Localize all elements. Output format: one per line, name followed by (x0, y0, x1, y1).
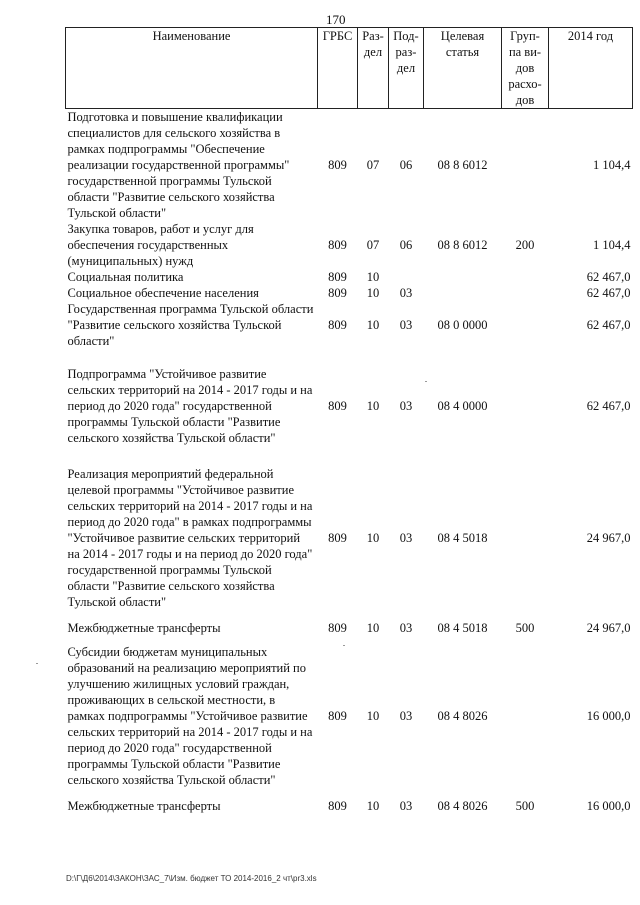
table-row (66, 301, 633, 349)
row-podrazdel: 06 (399, 158, 413, 172)
table-row (66, 269, 633, 285)
page-number: 170 (326, 12, 346, 27)
row-grbs: 809 (328, 318, 347, 332)
row-sum: 1 104,4 (593, 158, 631, 172)
row-razdel: 10 (366, 799, 380, 813)
row-spacer (66, 446, 633, 466)
row-statya: 08 8 6012 (437, 238, 488, 252)
header-podrazdel: Под- раз- дел (389, 28, 424, 109)
row-statya: 08 8 6012 (437, 158, 488, 172)
row-vid (502, 285, 549, 301)
row-sum: 24 967,0 (586, 621, 631, 635)
table-row (66, 109, 633, 222)
row-vid (502, 301, 549, 349)
row-grbs: 809 (328, 799, 347, 813)
row-name: Подпрограмма "Устойчивое развитие сельских территорий на 2014 - 2017 годы и на период до 2020 года" государственной программы Тульской области "Развитие сельского хозяйства Тульской области" (67, 367, 313, 445)
row-name: Реализация мероприятий федеральной целевой программы "Устойчивое развитие сельских территорий на 2014 - 2017 годы и на период до 2020 года" в рамках подпрограммы "Устойчивое развитие сельских территорий на 2014 - 2017 годы и на период до 2020 года" государственной программы Тульской области "Развитие сельского хозяйства Тульской области" (67, 467, 313, 609)
row-spacer (66, 610, 633, 620)
header-sum: 2014 год (549, 28, 633, 109)
table-row (66, 366, 633, 446)
row-grbs: 809 (328, 158, 347, 172)
row-name: Субсидии бюджетам муниципальных образований на реализацию мероприятий по улучшению жилищных условий граждан, проживающих в сельской местности, в рамках подпрограммы "Устойчивое развитие сельских территорий на 2014 - 2017 годы и на период до 2020 года" государственной программы Тульской области "Развитие сельского хозяйства Тульской области" (67, 645, 313, 787)
row-grbs: 809 (328, 286, 347, 300)
scan-speck (36, 663, 38, 664)
row-statya (424, 285, 502, 301)
header-vid: Груп- па ви- дов расхо- дов (502, 28, 549, 109)
row-razdel: 10 (366, 709, 380, 723)
row-grbs: 809 (328, 621, 347, 635)
table-row (66, 644, 633, 788)
row-razdel: 10 (366, 531, 380, 545)
row-razdel: 10 (366, 399, 380, 413)
scan-speck (343, 645, 345, 646)
row-vid: 500 (515, 799, 535, 813)
row-sum: 16 000,0 (586, 799, 631, 813)
row-razdel: 10 (366, 318, 380, 332)
row-name: Межбюджетные трансферты (67, 799, 221, 813)
row-sum: 62 467,0 (586, 270, 631, 284)
row-name: Государственная программа Тульской области "Развитие сельского хозяйства Тульской области" (67, 302, 314, 348)
header-statya: Целевая статья (424, 28, 502, 109)
row-podrazdel (389, 269, 424, 285)
row-name: Закупка товаров, работ и услуг для обеспечения государственных (муниципальных) нужд (67, 222, 254, 268)
row-podrazdel: 03 (399, 318, 413, 332)
table-row (66, 798, 633, 814)
header-name: Наименование (66, 28, 318, 109)
row-grbs: 809 (328, 238, 347, 252)
row-sum: 24 967,0 (586, 531, 631, 545)
row-razdel: 10 (366, 286, 380, 300)
row-podrazdel: 03 (399, 399, 413, 413)
row-statya: 08 0 0000 (437, 318, 488, 332)
row-vid (502, 269, 549, 285)
row-statya: 08 4 8026 (437, 799, 488, 813)
header-razdel: Раз- дел (358, 28, 389, 109)
row-name: Подготовка и повышение квалификации специалистов для сельского хозяйства в рамках подпрограммы "Обеспечение реализации государственной программы" государственной программы Тульской области "Развитие сельского хозяйства Тульской области" (67, 110, 290, 220)
file-path-footer: D:\Г\Д6\2014\ЗАКОН\ЗАС_7\Изм. бюджет ТО 2014-2016_2 чт\pr3.xls (66, 874, 317, 883)
row-podrazdel: 03 (399, 531, 413, 545)
row-name: Социальная политика (67, 270, 184, 284)
row-razdel: 07 (366, 238, 380, 252)
row-vid (502, 366, 549, 446)
row-spacer (66, 788, 633, 798)
row-grbs: 809 (328, 709, 347, 723)
row-grbs: 809 (328, 270, 347, 284)
row-name: Межбюджетные трансферты (67, 621, 221, 635)
row-spacer (66, 349, 633, 366)
row-razdel: 10 (366, 270, 380, 284)
table-row (66, 620, 633, 636)
row-sum: 62 467,0 (586, 286, 631, 300)
row-statya (424, 269, 502, 285)
row-sum: 62 467,0 (586, 318, 631, 332)
row-razdel: 07 (366, 158, 380, 172)
row-razdel: 10 (366, 621, 380, 635)
row-vid (502, 109, 549, 222)
row-sum: 62 467,0 (586, 399, 631, 413)
budget-table (65, 27, 633, 814)
row-grbs: 809 (328, 399, 347, 413)
row-podrazdel: 03 (399, 621, 413, 635)
table-row (66, 285, 633, 301)
header-grbs: ГРБС (318, 28, 358, 109)
row-sum: 1 104,4 (593, 238, 631, 252)
row-grbs: 809 (328, 531, 347, 545)
scan-speck (425, 381, 427, 382)
row-statya: 08 4 5018 (437, 621, 488, 635)
row-statya: 08 4 5018 (437, 531, 488, 545)
row-spacer (66, 636, 633, 644)
row-sum: 16 000,0 (586, 709, 631, 723)
row-podrazdel: 03 (399, 799, 413, 813)
row-statya: 08 4 0000 (437, 399, 488, 413)
row-vid: 500 (515, 621, 535, 635)
row-statya: 08 4 8026 (437, 709, 488, 723)
table-body (66, 109, 633, 815)
table-header (66, 28, 633, 109)
table-row (66, 466, 633, 610)
budget-table-sheet (65, 27, 631, 814)
row-podrazdel: 06 (399, 238, 413, 252)
row-vid (502, 466, 549, 610)
row-podrazdel: 03 (399, 709, 413, 723)
row-vid: 200 (515, 238, 535, 252)
row-podrazdel: 03 (399, 286, 413, 300)
table-row (66, 221, 633, 269)
row-name: Социальное обеспечение населения (67, 286, 259, 300)
row-vid (502, 644, 549, 788)
